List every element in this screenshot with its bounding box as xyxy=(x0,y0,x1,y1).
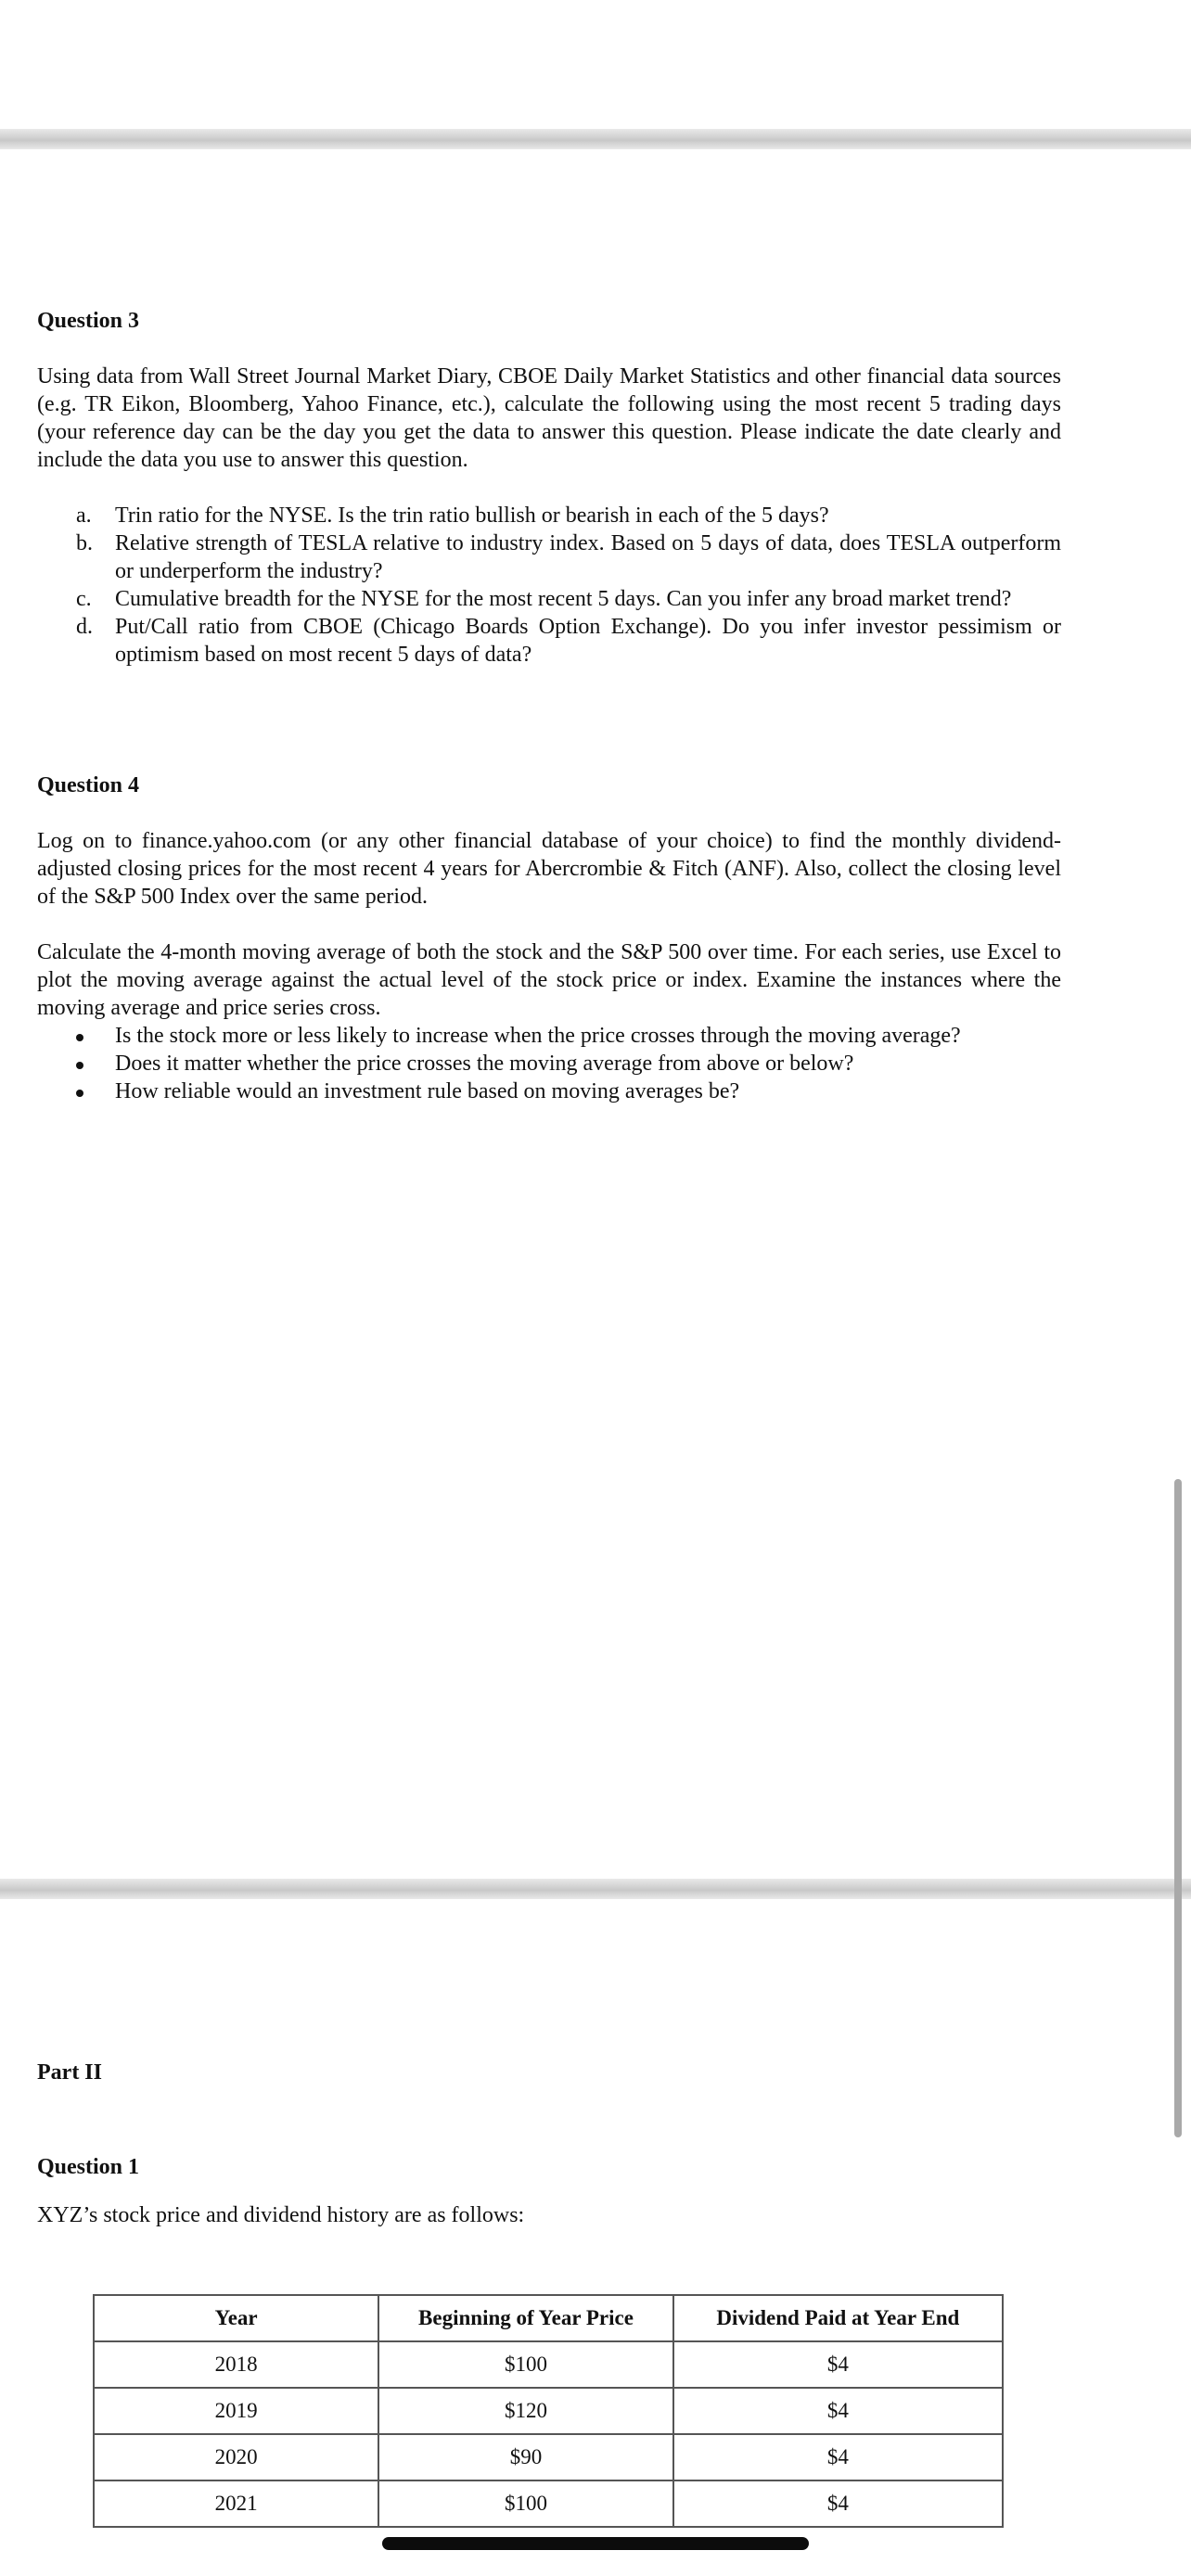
list-item: Is the stock more or less likely to increase when the price crosses through the moving average? xyxy=(37,1022,1061,1050)
list-item: How reliable would an investment rule based on moving averages be? xyxy=(37,1078,1061,1105)
cell-year: 2020 xyxy=(94,2434,378,2480)
table-row xyxy=(94,2388,1003,2434)
page-divider-top xyxy=(0,129,1191,149)
page-divider-bottom xyxy=(0,1879,1191,1899)
question-4-paragraph-2: Calculate the 4-month moving average of both the stock and the S&P 500 over time. For each series, use Excel to plot the moving average against the actual level of the stock price or index. Examine the instances where the moving average and price series cross. xyxy=(37,940,1061,1020)
table-row xyxy=(94,2434,1003,2480)
cell-year: 2019 xyxy=(94,2388,378,2434)
header-dividend: Dividend Paid at Year End xyxy=(673,2295,1003,2341)
bullet-icon xyxy=(76,1062,83,1069)
cell-price: $100 xyxy=(378,2480,672,2527)
part-2-question-1 xyxy=(37,2153,1061,2229)
question-3-intro: Using data from Wall Street Journal Market Diary, CBOE Daily Market Statistics and other financial data sources (e.g. TR Eikon, Bloomberg, Yahoo Finance, etc.), calculate the following using the most recent 5 trading days (your reference day can be the day you get the data to answer this question. Please indicate the date clearly and include the data you use to answer this question. xyxy=(37,364,1061,472)
question-4-title: Question 4 xyxy=(37,773,140,797)
header-price: Beginning of Year Price xyxy=(378,2295,672,2341)
question-4-bullets xyxy=(37,1022,1061,1105)
question-3-list xyxy=(37,502,1061,669)
part-2-question-1-text: XYZ’s stock price and dividend history are as follows: xyxy=(37,2203,525,2227)
table-row xyxy=(94,2341,1003,2388)
question-4-paragraph-1: Log on to finance.yahoo.com (or any other financial database of your choice) to find the monthly dividend-adjusted closing prices for the most recent 4 years for Abercrombie & Fitch (ANF). Also, collect the closing level of the S&P 500 Index over the same period. xyxy=(37,829,1061,909)
cell-dividend: $4 xyxy=(673,2434,1003,2480)
home-indicator[interactable] xyxy=(382,2537,809,2550)
list-item: d. Put/Call ratio from CBOE (Chicago Boards Option Exchange). Do you infer investor pessimism or optimism based on most recent 5 days of data? xyxy=(76,615,1061,667)
list-item: b. Relative strength of TESLA relative to industry index. Based on 5 days of data, does TESLA outperform or underperform the industry? xyxy=(76,531,1061,583)
list-item: Does it matter whether the price crosses the moving average from above or below? xyxy=(37,1050,1061,1078)
cell-price: $100 xyxy=(378,2341,672,2388)
cell-dividend: $4 xyxy=(673,2480,1003,2527)
bullet-icon xyxy=(76,1034,83,1041)
list-item: c. Cumulative breadth for the NYSE for the most recent 5 days. Can you infer any broad market trend? xyxy=(76,587,1012,611)
cell-dividend: $4 xyxy=(673,2341,1003,2388)
bullet-icon xyxy=(76,1090,83,1097)
part-2-title: Part II xyxy=(37,2060,102,2085)
price-dividend-table xyxy=(93,2294,1004,2528)
cell-year: 2021 xyxy=(94,2480,378,2527)
header-year: Year xyxy=(94,2295,378,2341)
table-header-row xyxy=(94,2295,1003,2341)
question-4-section xyxy=(37,772,1061,1105)
cell-price: $120 xyxy=(378,2388,672,2434)
cell-year: 2018 xyxy=(94,2341,378,2388)
question-3-title: Question 3 xyxy=(37,309,140,333)
part-2-question-1-title: Question 1 xyxy=(37,2155,140,2179)
cell-price: $90 xyxy=(378,2434,672,2480)
vertical-scrollbar[interactable] xyxy=(1174,1479,1182,2137)
cell-dividend: $4 xyxy=(673,2388,1003,2434)
part-2-heading xyxy=(37,2059,1061,2086)
list-item: a. Trin ratio for the NYSE. Is the trin ratio bullish or bearish in each of the 5 days? xyxy=(76,504,829,528)
table-row xyxy=(94,2480,1003,2527)
question-3-section xyxy=(37,307,1061,669)
